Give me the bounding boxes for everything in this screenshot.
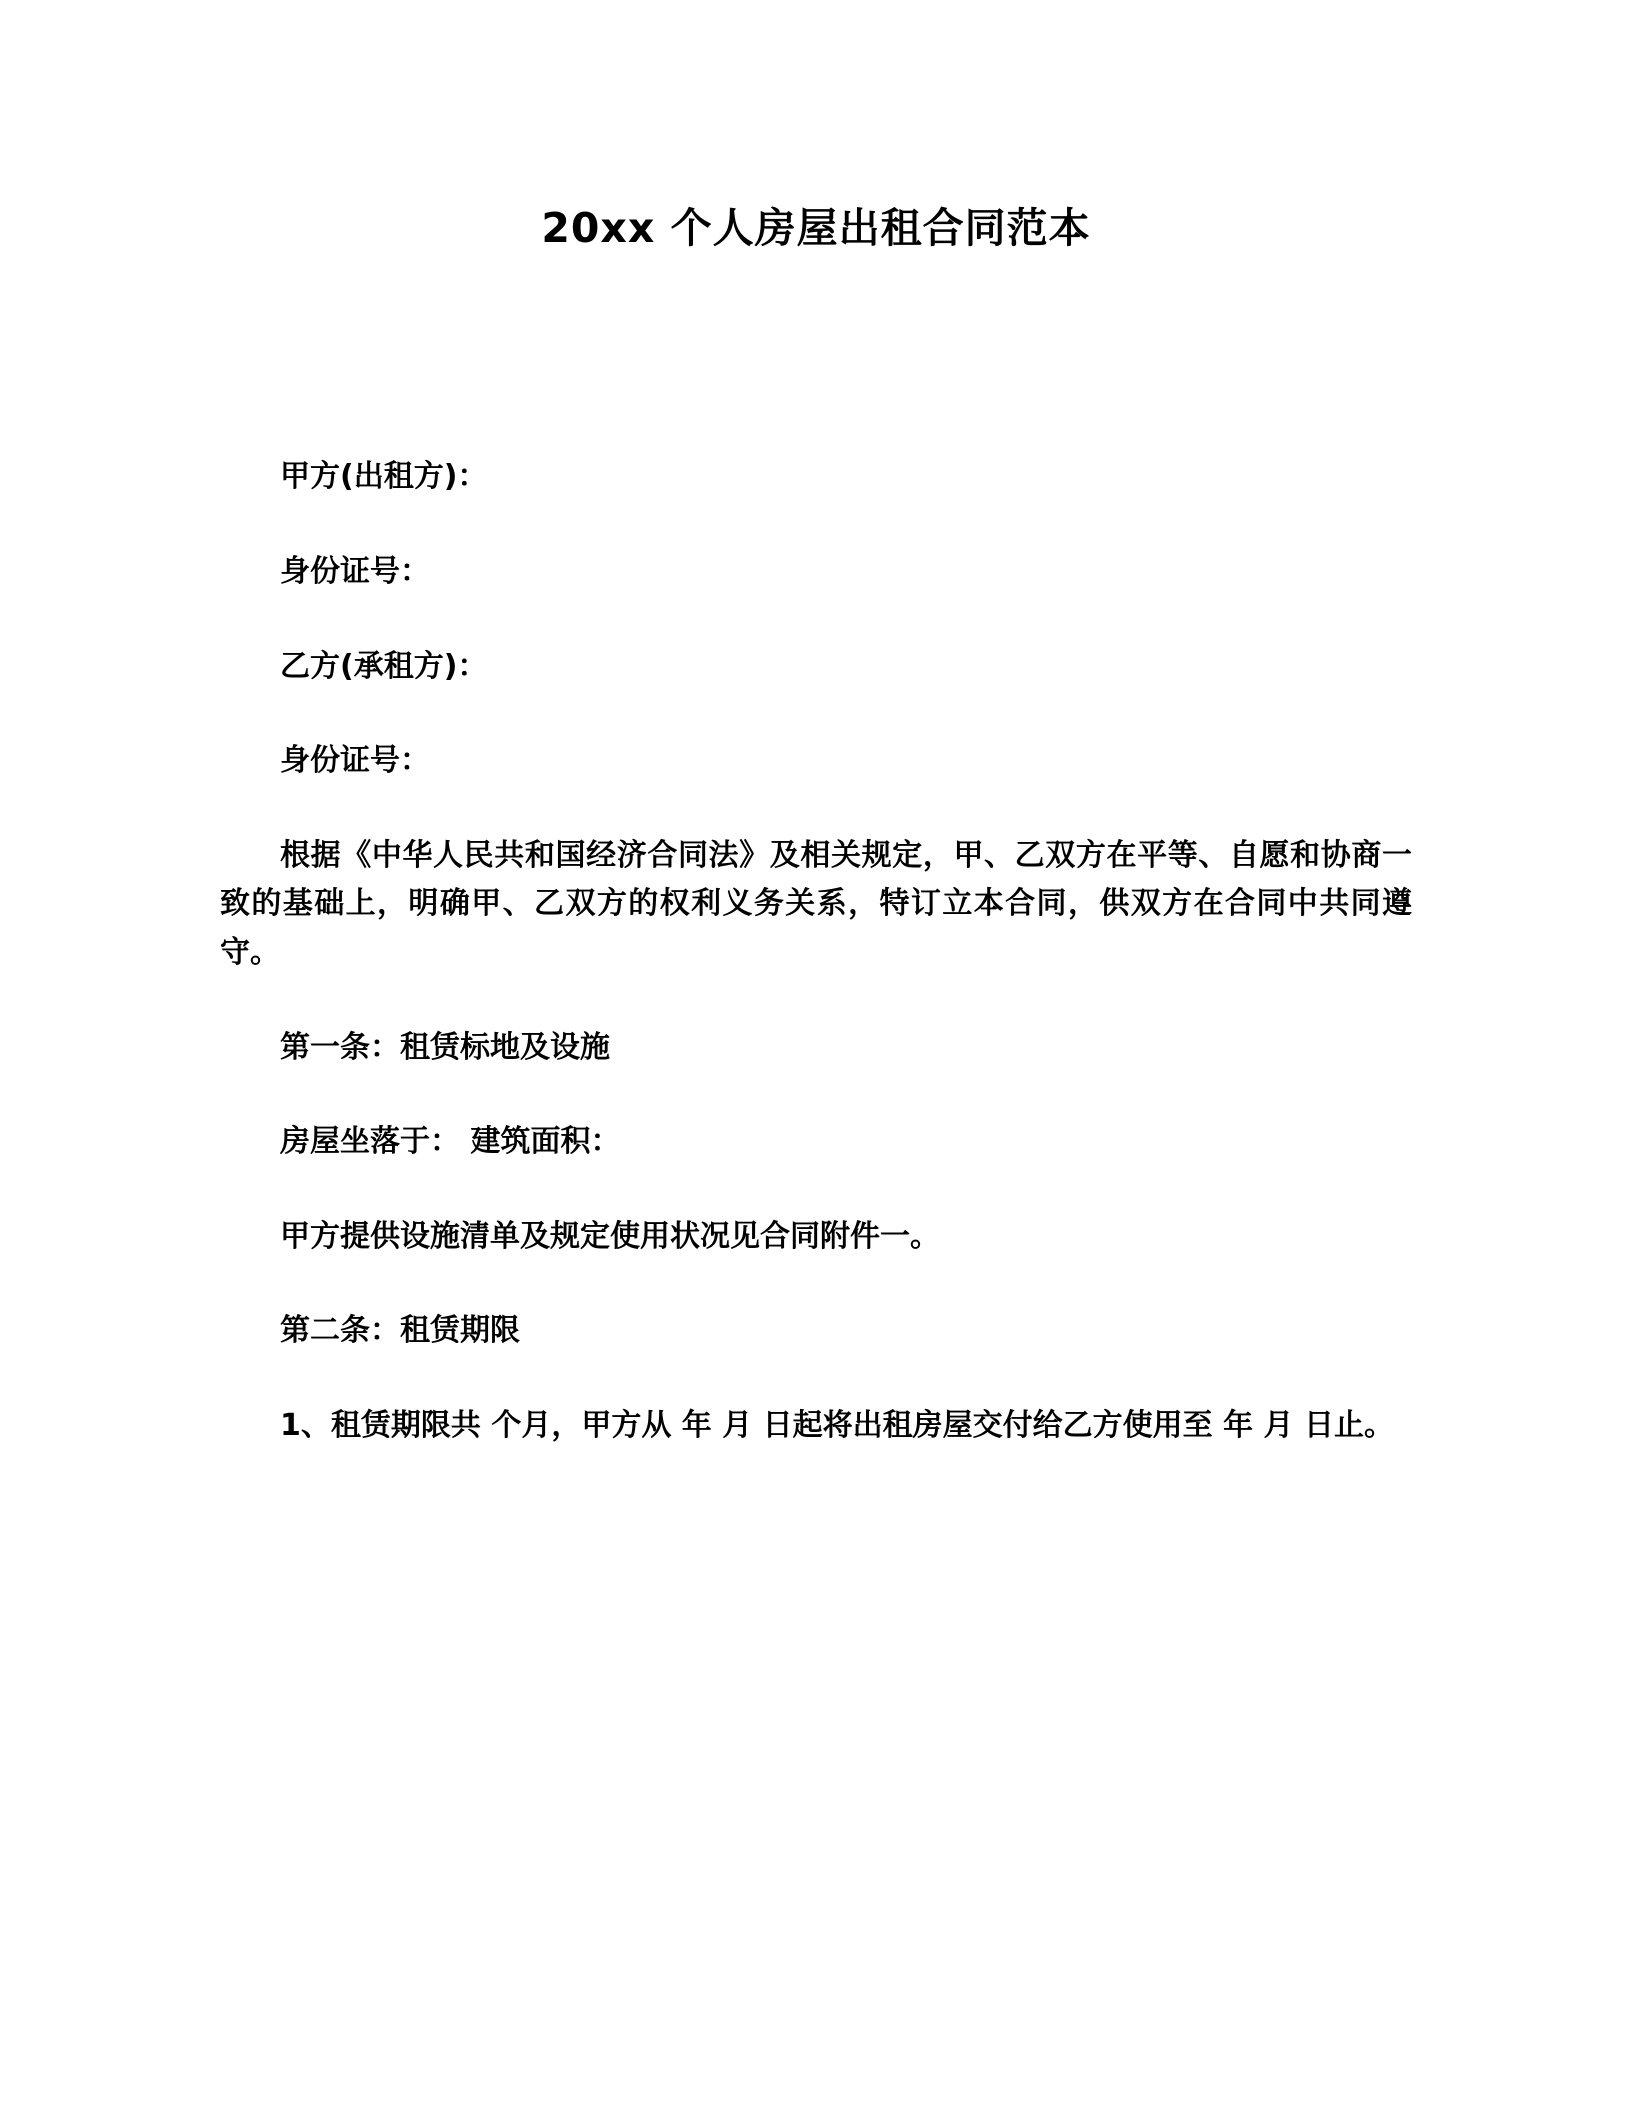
paragraph-id-b: 身份证号： xyxy=(280,743,430,779)
paragraph-party-a: 甲方(出租方)： xyxy=(280,459,488,495)
clause-1-location: 房屋坐落于： 建筑面积： xyxy=(280,1124,621,1160)
clause-1-heading: 第一条：租赁标地及设施 xyxy=(280,1029,610,1065)
page-title: 20xx 个人房屋出租合同范本 xyxy=(541,204,1091,252)
paragraph-preamble: 根据《中华人民共和国经济合同法》及相关规定，甲、乙双方在平等、自愿和协商一致的基础上，明确甲、乙双方的权利义务关系，特订立本合同，供双方在合同中共同遵守。 xyxy=(220,837,1412,970)
clause-1-facilities: 甲方提供设施清单及规定使用状况见合同附件一。 xyxy=(280,1218,940,1254)
clause-2-heading: 第二条：租赁期限 xyxy=(280,1313,520,1349)
clause-2-item-1: 1、租赁期限共 个月，甲方从 年 月 日起将出租房屋交付给乙方使用至 年 月 日止。 xyxy=(280,1407,1394,1443)
paragraph-party-b: 乙方(承租方)： xyxy=(280,648,488,684)
paragraph-id-a: 身份证号： xyxy=(280,553,430,589)
document-body xyxy=(220,453,1412,1450)
